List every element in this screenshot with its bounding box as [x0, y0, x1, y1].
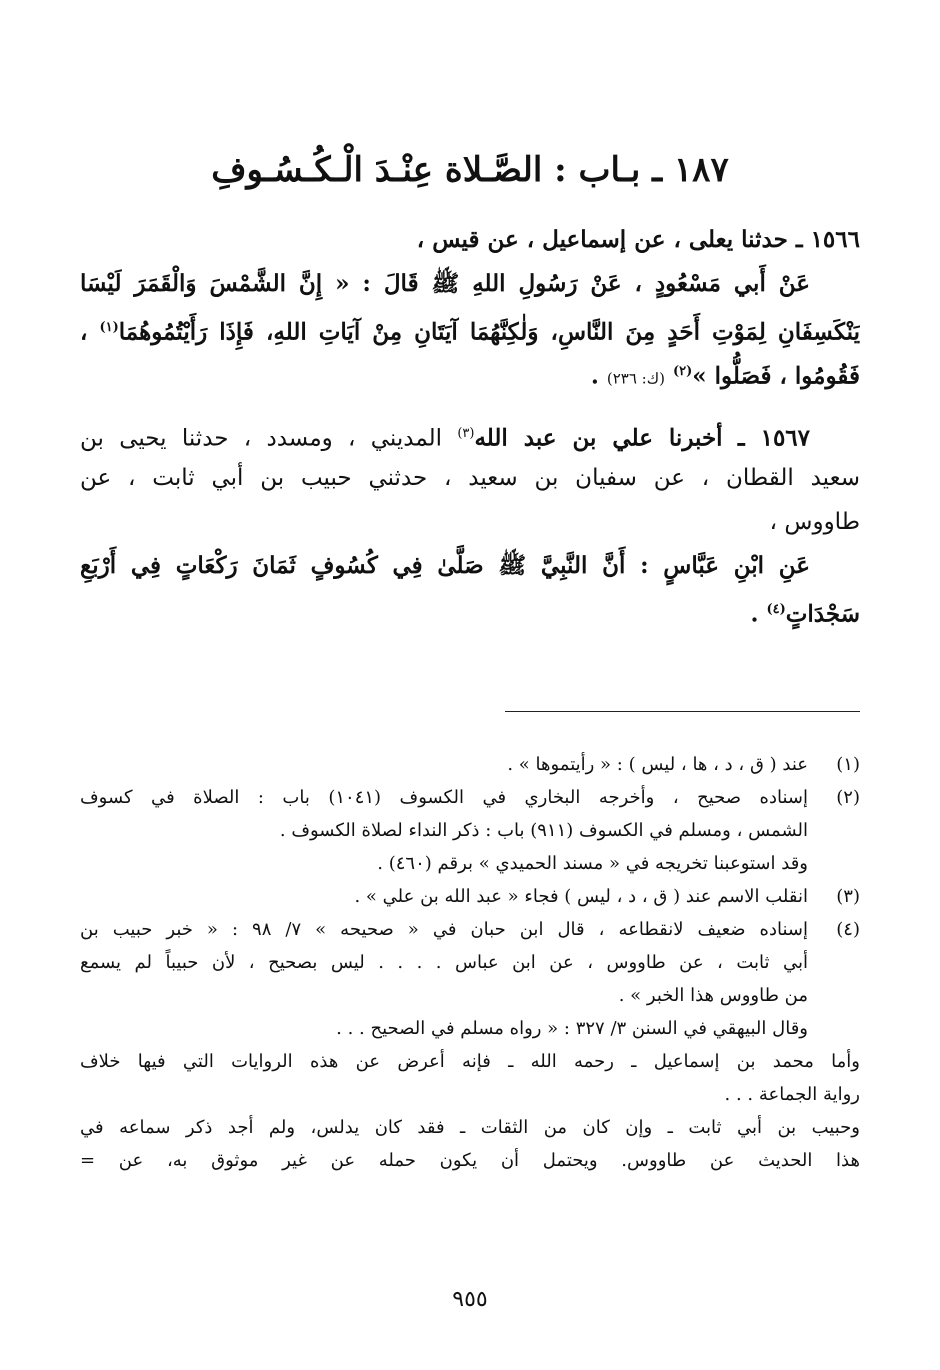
hadith-1567-isnad [80, 412, 860, 544]
footnotes [80, 748, 860, 1177]
end-mark: . [750, 600, 759, 628]
footnote-line: هذا الحديث عن طاووس. ويحتمل أن يكون حمله عن غير موثوق به، عن = [80, 1150, 860, 1171]
footnote-line: إسناده ضعيف لانقطاعه ، قال ابن حبان في « صحيحه » ٧/ ٩٨ : « خبر حبيب بن [80, 919, 808, 940]
hadith-number: ١٥٦٧ ـ [737, 424, 811, 452]
footnote-marker: (٣) [457, 426, 475, 441]
footnote-marker: (٢) [672, 364, 693, 379]
matn-line [80, 306, 860, 350]
main-text [80, 218, 860, 632]
isnad-line: طاووس ، [769, 509, 860, 535]
footnote-line: وأما محمد بن إسماعيل ـ رحمه الله ـ فإنه أعرض عن هذه الروايات التي فيها خلاف [80, 1051, 860, 1072]
footnote-number: (١) [836, 754, 860, 775]
footnote-line: أبي ثابت ، عن طاووس ، عن ابن عباس . . . . ليس بصحيح ، لأن حبيباً لم يسمع [80, 952, 808, 973]
footnote-line: انقلب الاسم عند ( ق ، د ، ليس ) فجاء « عبد الله بن علي » . [354, 886, 808, 907]
matn-text: فَقُومُوا ، فَصَلُّوا » [692, 362, 860, 390]
footnote-continuation [80, 1045, 860, 1177]
page-number: ٩٥٥ [452, 1287, 488, 1312]
matn-text: سَجْدَاتٍ [785, 600, 860, 628]
hadith-number: ١٥٦٦ ـ [795, 226, 860, 253]
footnote-number: (٢) [836, 787, 860, 808]
footnote [80, 781, 860, 880]
hadith-1566-isnad [80, 218, 860, 262]
hadith-1566-matn [80, 262, 860, 394]
footnote-line: إسناده صحيح ، وأخرجه البخاري في الكسوف (١٠٤١) باب : الصلاة في كسوف [80, 787, 808, 808]
footnote [80, 913, 860, 1045]
footnote-line: الشمس ، ومسلم في الكسوف (٩١١) باب : ذكر النداء لصلاة الكسوف . [279, 820, 808, 841]
matn-line [80, 588, 860, 632]
footnote-line: رواية الجماعة . . . [724, 1084, 860, 1105]
matn-line [80, 350, 860, 394]
footnote-line: من طاووس هذا الخبر » . [618, 985, 808, 1006]
matn-text: يَنْكَسِفَانِ لِمَوْتِ أَحَدٍ مِنَ النَّاسِ، وَلٰكِنَّهُمَا آيَتَانِ مِنْ آيَاتِ اللهِ، فَإِذَا رَأَيْتُمُوهُمَا [118, 318, 860, 346]
isnad-text: أخبرنا علي بن عبد الله [474, 424, 723, 452]
footnote [80, 748, 860, 781]
end-mark: . [590, 362, 599, 390]
footnote-line: وقد استوعبنا تخريجه في « مسند الحميدي » برقم (٤٦٠) . [377, 853, 808, 874]
footnote-divider [505, 711, 860, 712]
matn-text: ، [80, 318, 88, 346]
footnote-line: وقال البيهقي في السنن ٣/ ٣٢٧ : « رواه مسلم في الصحيح . . . [336, 1018, 808, 1039]
isnad-text: حدثنا يعلى ، عن إسماعيل ، عن قيس ، [416, 226, 788, 253]
footnote-line: عند ( ق ، د ، ها ، ليس ) : « رأيتموها » . [507, 754, 808, 775]
chapter-title: ١٨٧ ـ بـاب : الصَّـلاة عِنْـدَ الْـكُـسُـوفِ [211, 150, 729, 190]
footnote-marker: (١) [99, 320, 119, 335]
footnote-line: وحبيب بن أبي ثابت ـ وإن كان من الثقات ـ فقد كان يدلس، ولم أجد ذكر سماعه في [80, 1117, 860, 1138]
reference: (ك: ٢٣٦) [606, 369, 665, 388]
isnad-line [80, 412, 860, 456]
hadith-1567-matn [80, 544, 860, 632]
isnad-line: سعيد القطان ، عن سفيان بن سعيد ، حدثني حبيب بن أبي ثابت ، عن [80, 465, 860, 491]
footnote [80, 880, 860, 913]
footnote-number: (٣) [836, 886, 860, 907]
matn-line: عَنْ أَبي مَسْعُودٍ ، عَنْ رَسُولِ اللهِ ﷺ قَالَ : « إِنَّ الشَّمْسَ وَالْقَمَرَ لَيْسَا [80, 270, 810, 297]
matn-line: عَنِ ابْنِ عَبَّاسٍ : أَنَّ النَّبِيَّ ﷺ صَلَّىٰ فِي كُسُوفٍ ثَمَانَ رَكْعَاتٍ فِي أَرْبَعِ [80, 552, 810, 579]
footnote-marker: (٤) [766, 602, 786, 617]
footnote-number: (٤) [836, 919, 860, 940]
isnad-text: المديني ، ومسدد ، حدثنا يحيى بن [80, 425, 443, 452]
